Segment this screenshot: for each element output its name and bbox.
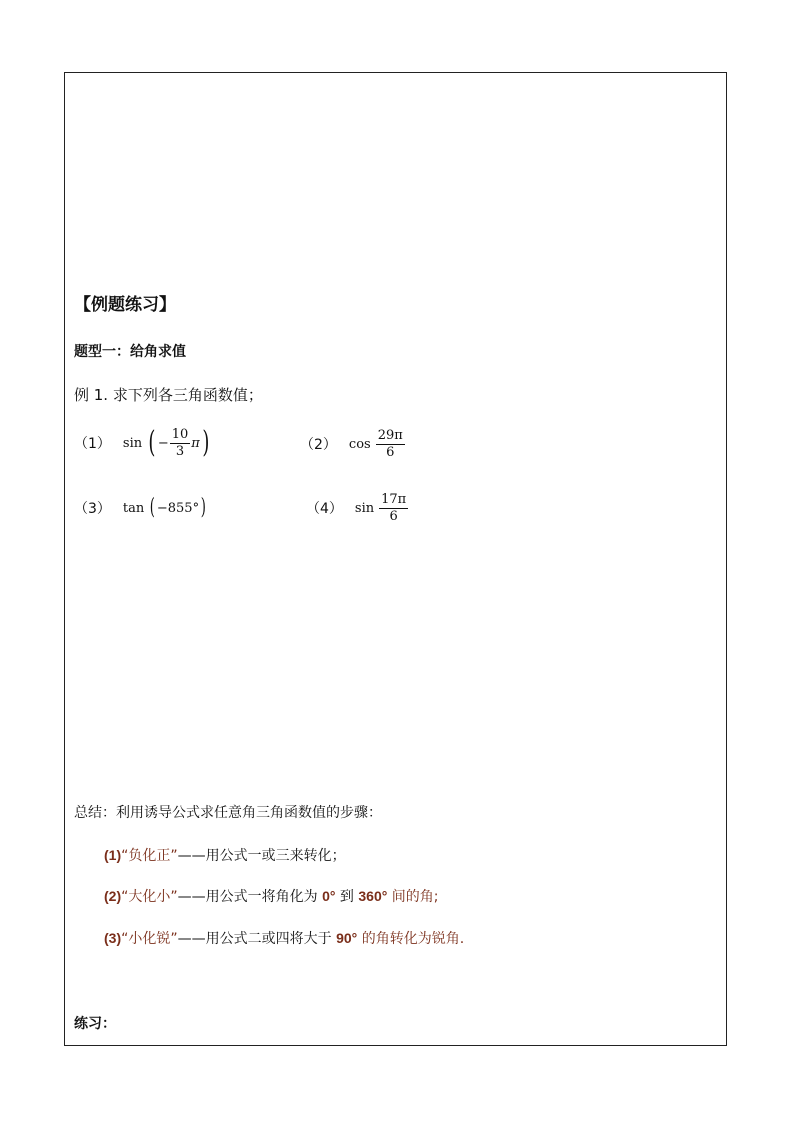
step-text: ——用公式二或四将大于	[177, 931, 337, 947]
step-value-2: 360°	[358, 888, 388, 904]
step-number: (2)	[104, 888, 122, 904]
summary-text: 总结：利用诱导公式求任意角三角函数值的步骤：	[74, 805, 382, 821]
summary-step-1	[104, 845, 346, 865]
expression	[349, 429, 406, 459]
step-keyword: “大化小”	[121, 889, 178, 905]
argument: −855°	[156, 500, 200, 516]
expression	[123, 497, 208, 519]
example-prompt: 例 1. 求下列各三角函数值；	[74, 386, 263, 404]
summary-step-2	[104, 886, 439, 906]
expression	[355, 493, 409, 523]
fraction	[376, 429, 405, 459]
denominator: 6	[386, 444, 395, 460]
left-paren: (	[148, 425, 156, 461]
right-paren: )	[202, 425, 210, 461]
step-mid: 到	[335, 889, 359, 905]
step-value-1: 0°	[322, 888, 336, 904]
minus-sign: −	[157, 435, 169, 451]
step-value-1: 90°	[336, 930, 358, 946]
fraction	[379, 493, 408, 523]
numerator: 29π	[377, 428, 403, 443]
item-number: （3）	[74, 501, 111, 517]
left-paren: (	[150, 495, 156, 520]
section-title: 【例题练习】	[74, 295, 176, 315]
exercise-item-2	[300, 429, 406, 459]
summary-step-3	[104, 928, 464, 948]
numerator: 10	[171, 427, 189, 442]
numerator: 17π	[381, 492, 407, 507]
step-end: 的角转化为锐角.	[357, 931, 465, 947]
item-number: （4）	[306, 501, 343, 518]
type-title: 题型一：给角求值	[74, 344, 186, 360]
function-name: cos	[348, 436, 371, 452]
pi-symbol: π	[191, 435, 200, 451]
step-number: (3)	[104, 930, 122, 946]
expression	[122, 425, 212, 461]
denominator: 6	[389, 508, 398, 524]
step-end: 间的角;	[387, 889, 439, 905]
denominator: 3	[175, 443, 185, 459]
step-keyword: “负化正”	[121, 848, 178, 864]
function-name: sin	[354, 500, 375, 516]
exercise-item-3	[74, 497, 208, 519]
item-number: （2）	[300, 437, 337, 454]
step-text: ——用公式一将角化为	[177, 889, 323, 905]
function-name: tan	[122, 500, 145, 516]
step-text: ——用公式一或三来转化；	[177, 848, 346, 864]
exercise-item-1	[74, 425, 212, 461]
exercise-item-4	[306, 493, 409, 523]
step-number: (1)	[104, 847, 122, 863]
fraction	[170, 428, 191, 458]
practice-label: 练习：	[74, 1016, 116, 1032]
function-name: sin	[122, 435, 143, 451]
step-keyword: “小化锐”	[121, 931, 178, 947]
right-paren: )	[200, 495, 206, 520]
item-number: （1）	[74, 436, 111, 453]
